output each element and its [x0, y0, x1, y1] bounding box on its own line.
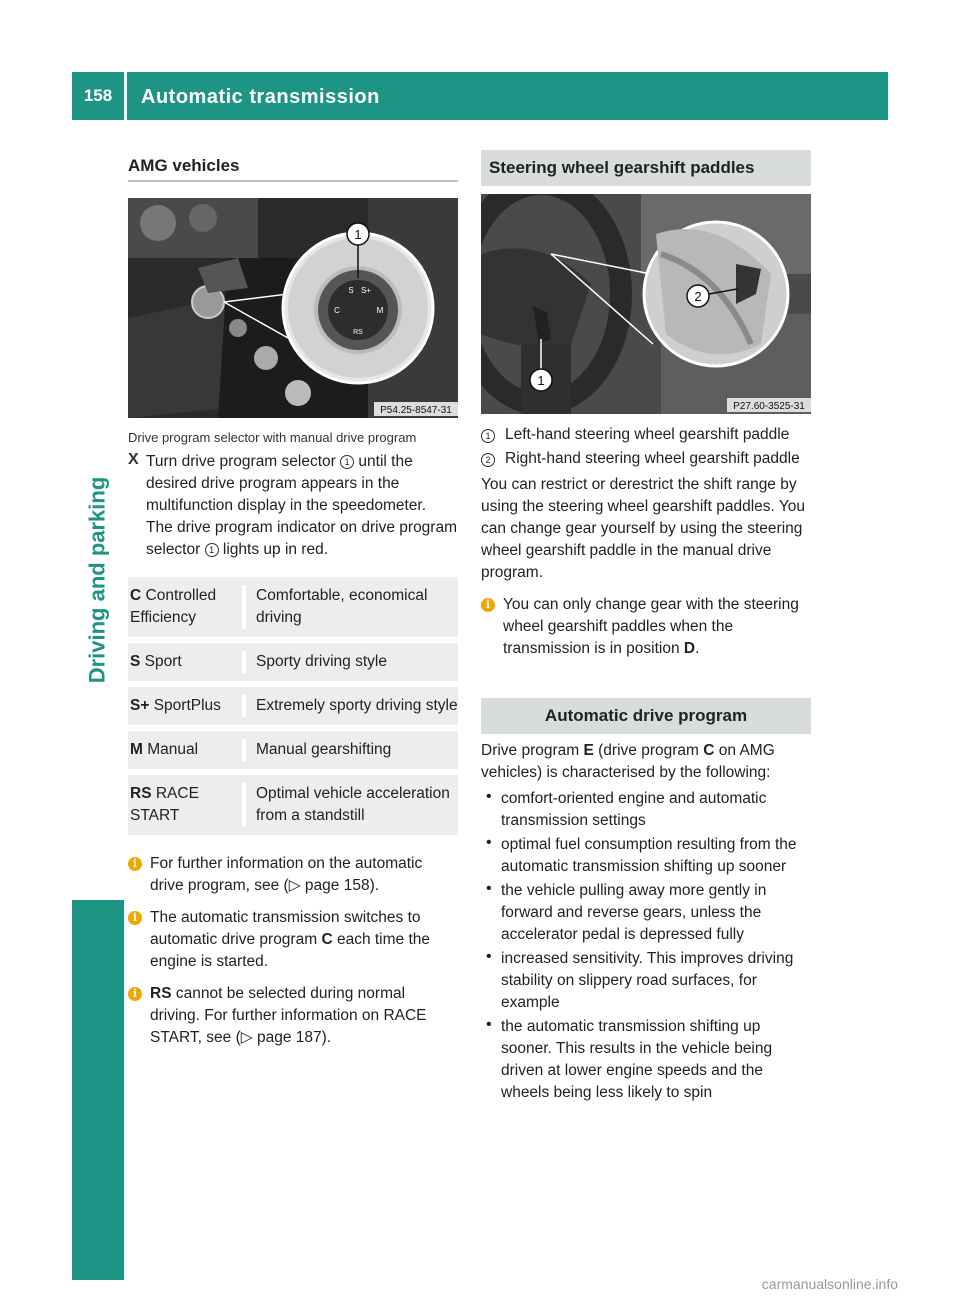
program-name-cell	[128, 783, 242, 827]
callout-1-label: 1	[537, 373, 545, 388]
program-key: C	[130, 587, 142, 604]
paddles-illustration	[481, 194, 811, 414]
list-item	[481, 948, 811, 1014]
list-item-text: the vehicle pulling away more gently in forward and reverse gears, unless the accelerator pedal is depressed fully	[501, 882, 767, 943]
selector-label-rs: RS	[353, 329, 363, 336]
program-name: Controlled Efficiency	[130, 587, 217, 626]
selector-label-s: S	[348, 286, 354, 295]
info-icon: i	[128, 987, 142, 1001]
info-text: For further information on the automatic drive program, see (▷ page 158).	[150, 855, 423, 894]
legend-text: Left-hand steering wheel gearshift paddle	[505, 426, 790, 443]
left-column	[128, 150, 458, 1049]
info-text-part: You can only change gear with the steering wheel gearshift paddles when the transmission is in position	[503, 596, 799, 657]
bullet: •	[486, 834, 492, 851]
program-name-cell	[128, 585, 242, 629]
instruction-step	[128, 451, 458, 561]
callout-2-marker: 2	[481, 453, 495, 467]
photo-code: P27.60-3525-31	[733, 401, 805, 412]
page-number: 158	[83, 86, 113, 105]
info-text-part: .	[695, 640, 700, 657]
table-row	[128, 687, 458, 725]
callout-1-label: 1	[354, 227, 362, 242]
info-note	[128, 853, 458, 897]
para-bold: E	[583, 742, 594, 759]
callout-2-label: 2	[694, 289, 702, 304]
list-item-text: the automatic transmission shifting up sooner. This results in the vehicle being driven at lower engine speeds and the wheels being less likely to spin	[501, 1018, 773, 1101]
bullet: •	[486, 788, 492, 805]
info-icon: i	[128, 857, 142, 871]
info-text-bold: C	[321, 931, 333, 948]
info-text-bold: D	[683, 640, 696, 657]
info-note	[481, 594, 811, 660]
bullet: •	[486, 948, 492, 965]
table-row	[128, 731, 458, 769]
drive-program-table	[128, 577, 458, 835]
list-item	[481, 788, 811, 832]
program-desc: Sporty driving style	[242, 651, 458, 673]
bullet: •	[486, 880, 492, 897]
step-text-part: The drive program indicator on drive program selector	[146, 519, 457, 558]
para-part: Drive program	[481, 742, 584, 759]
info-icon: i	[481, 598, 495, 612]
gearshift-paddles-photo	[481, 194, 811, 414]
info-text-bold: RS	[150, 985, 172, 1002]
legend	[481, 424, 811, 470]
info-text	[150, 983, 458, 1049]
program-name: Sport	[144, 653, 182, 670]
selector-label-s-plus: S+	[360, 286, 372, 295]
info-note	[128, 907, 458, 973]
program-desc: Optimal vehicle acceleration from a standstill	[242, 783, 458, 827]
program-key: RS	[130, 785, 152, 802]
step-text-part: Turn drive program selector	[146, 453, 341, 470]
para-bold: C	[703, 742, 715, 759]
legend-text: Right-hand steering wheel gearshift paddle	[505, 450, 800, 467]
characteristics-list	[481, 788, 811, 1104]
chapter-label: Driving and parking	[84, 476, 109, 684]
info-text	[150, 907, 458, 973]
program-name: Manual	[147, 741, 199, 758]
program-name: RACE START	[130, 785, 199, 824]
photo-code: P54.25-8547-31	[380, 405, 452, 416]
legend-item	[481, 448, 811, 470]
info-text-part: cannot be selected during normal driving. For further information on RACE START, see (▷ page 187).	[150, 985, 427, 1046]
chapter-tab	[82, 470, 112, 690]
drive-program-selector-photo	[128, 198, 458, 418]
bullet: •	[486, 1016, 492, 1033]
program-name: SportPlus	[153, 697, 221, 714]
right-column	[481, 150, 811, 1106]
step-text-part: lights up in red.	[218, 541, 329, 558]
header-divider	[124, 72, 127, 120]
selector-label-c: C	[334, 306, 340, 315]
legend-item	[481, 424, 811, 446]
watermark: carmanualsonline.info	[761, 1276, 898, 1292]
info-text	[503, 594, 811, 660]
info-text-part: The automatic transmission switches to automatic drive program	[150, 909, 421, 948]
program-desc: Comfortable, economical driving	[242, 585, 458, 629]
info-icon: i	[128, 911, 142, 925]
program-key: M	[130, 741, 143, 758]
callout-1-inline: 1	[205, 543, 219, 557]
step-text-part: until the desired drive program appears in the multifunction display in the speedometer.	[146, 453, 427, 514]
step-text	[146, 451, 458, 561]
paddles-paragraph: You can restrict or derestrict the shift range by using the steering wheel gearshift paddles. You can change gear yourself by using the steering wheel gearshift paddle in the manual drive program.	[481, 476, 806, 581]
step-marker: X	[128, 451, 139, 468]
program-desc: Extremely sporty driving style	[242, 695, 458, 717]
list-item-text: comfort-oriented engine and automatic transmission settings	[501, 790, 767, 829]
auto-drive-heading: Automatic drive program	[481, 698, 811, 734]
info-note	[128, 983, 458, 1049]
para-part: (drive program	[593, 742, 704, 759]
photo-caption: Drive program selector with manual drive program	[128, 430, 417, 445]
callout-1-marker: 1	[481, 429, 495, 443]
page-title: Automatic transmission	[141, 86, 380, 108]
list-item	[481, 1016, 811, 1104]
table-row	[128, 775, 458, 835]
program-name-cell	[128, 695, 242, 717]
list-item	[481, 834, 811, 878]
program-key: S	[130, 653, 141, 670]
para-part: on AMG vehicles) is characterised by the following:	[481, 742, 775, 781]
info-text-part: each time the engine is started.	[150, 931, 430, 970]
selector-label-m: M	[376, 306, 384, 315]
chapter-tab-block	[72, 900, 124, 1280]
list-item	[481, 880, 811, 946]
table-row	[128, 577, 458, 637]
selector-illustration	[128, 198, 458, 418]
amg-vehicles-heading: AMG vehicles	[128, 150, 458, 182]
program-name-cell	[128, 651, 242, 673]
paddles-heading: Steering wheel gearshift paddles	[481, 150, 811, 186]
program-key: S+	[130, 697, 150, 714]
auto-drive-paragraph	[481, 740, 811, 784]
table-row	[128, 643, 458, 681]
program-name-cell	[128, 739, 242, 761]
callout-1-inline: 1	[340, 455, 354, 469]
list-item-text: optimal fuel consumption resulting from the automatic transmission shifting up sooner	[501, 836, 797, 875]
list-item-text: increased sensitivity. This improves driving stability on slippery road surfaces, for example	[501, 950, 794, 1011]
program-desc: Manual gearshifting	[242, 739, 458, 761]
